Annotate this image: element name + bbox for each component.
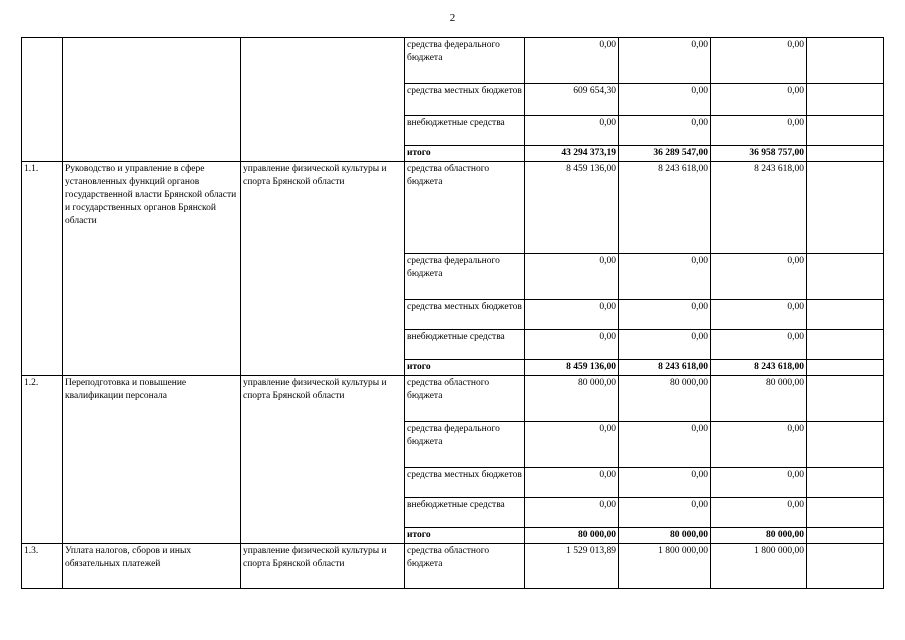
funding-source-label: итого xyxy=(405,360,525,376)
amount-cell: 0,00 xyxy=(619,498,711,528)
item-executor xyxy=(241,38,405,162)
amount-cell: 8 243 618,00 xyxy=(711,162,807,254)
amount-cell: 1 529 013,89 xyxy=(525,544,619,589)
funding-source-label: итого xyxy=(405,528,525,544)
amount-cell: 0,00 xyxy=(619,422,711,468)
amount-cell: 609 654,30 xyxy=(525,84,619,116)
amount-cell: 0,00 xyxy=(619,116,711,146)
amount-cell: 8 243 618,00 xyxy=(619,360,711,376)
empty-cell xyxy=(807,528,884,544)
funding-source-label: средства федерального бюджета xyxy=(405,422,525,468)
funding-source-label: внебюджетные средства xyxy=(405,330,525,360)
amount-cell: 0,00 xyxy=(525,422,619,468)
amount-cell: 36 289 547,00 xyxy=(619,146,711,162)
item-code xyxy=(22,38,63,162)
amount-cell: 0,00 xyxy=(711,300,807,330)
item-name: Переподготовка и повышение квалификации персонала xyxy=(63,376,241,544)
empty-cell xyxy=(807,360,884,376)
empty-cell xyxy=(807,84,884,116)
funding-source-label: средства областного бюджета xyxy=(405,544,525,589)
amount-cell: 0,00 xyxy=(619,84,711,116)
amount-cell: 0,00 xyxy=(619,468,711,498)
table-row xyxy=(22,544,884,589)
amount-cell: 0,00 xyxy=(619,38,711,84)
amount-cell: 0,00 xyxy=(711,422,807,468)
amount-cell: 0,00 xyxy=(525,38,619,84)
item-executor: управление физической культуры и спорта Брянской области xyxy=(241,544,405,589)
empty-cell xyxy=(807,300,884,330)
amount-cell: 0,00 xyxy=(711,330,807,360)
amount-cell: 8 459 136,00 xyxy=(525,162,619,254)
amount-cell: 0,00 xyxy=(525,498,619,528)
amount-cell: 0,00 xyxy=(711,254,807,300)
amount-cell: 80 000,00 xyxy=(525,528,619,544)
item-executor: управление физической культуры и спорта Брянской области xyxy=(241,376,405,544)
table-row xyxy=(22,376,884,422)
amount-cell: 80 000,00 xyxy=(711,376,807,422)
item-name: Уплата налогов, сборов и иных обязательных платежей xyxy=(63,544,241,589)
amount-cell: 43 294 373,19 xyxy=(525,146,619,162)
funding-source-label: средства федерального бюджета xyxy=(405,38,525,84)
amount-cell: 0,00 xyxy=(619,300,711,330)
amount-cell: 0,00 xyxy=(525,468,619,498)
item-code: 1.1. xyxy=(22,162,63,376)
empty-cell xyxy=(807,544,884,589)
amount-cell: 0,00 xyxy=(711,116,807,146)
funding-source-label: средства областного бюджета xyxy=(405,376,525,422)
empty-cell xyxy=(807,38,884,84)
funding-source-label: средства местных бюджетов xyxy=(405,300,525,330)
empty-cell xyxy=(807,254,884,300)
item-name: Руководство и управление в сфере установленных функций органов государственной власти Брянской области и государственных органов Брянской области xyxy=(63,162,241,376)
amount-cell: 1 800 000,00 xyxy=(711,544,807,589)
funding-source-label: внебюджетные средства xyxy=(405,498,525,528)
empty-cell xyxy=(807,146,884,162)
amount-cell: 80 000,00 xyxy=(525,376,619,422)
amount-cell: 80 000,00 xyxy=(619,376,711,422)
item-code: 1.2. xyxy=(22,376,63,544)
empty-cell xyxy=(807,330,884,360)
amount-cell: 8 243 618,00 xyxy=(711,360,807,376)
amount-cell: 0,00 xyxy=(525,116,619,146)
budget-table xyxy=(21,37,884,589)
amount-cell: 0,00 xyxy=(711,498,807,528)
empty-cell xyxy=(807,376,884,422)
amount-cell: 80 000,00 xyxy=(619,528,711,544)
amount-cell: 0,00 xyxy=(711,468,807,498)
page-number: 2 xyxy=(449,12,456,24)
amount-cell: 36 958 757,00 xyxy=(711,146,807,162)
amount-cell: 0,00 xyxy=(711,38,807,84)
item-name xyxy=(63,38,241,162)
item-executor: управление физической культуры и спорта Брянской области xyxy=(241,162,405,376)
amount-cell: 80 000,00 xyxy=(711,528,807,544)
amount-cell: 0,00 xyxy=(525,254,619,300)
table-row xyxy=(22,38,884,84)
empty-cell xyxy=(807,422,884,468)
amount-cell: 1 800 000,00 xyxy=(619,544,711,589)
funding-source-label: итого xyxy=(405,146,525,162)
funding-source-label: средства областного бюджета xyxy=(405,162,525,254)
item-code: 1.3. xyxy=(22,544,63,589)
empty-cell xyxy=(807,468,884,498)
funding-source-label: внебюджетные средства xyxy=(405,116,525,146)
amount-cell: 8 243 618,00 xyxy=(619,162,711,254)
amount-cell: 0,00 xyxy=(619,330,711,360)
amount-cell: 0,00 xyxy=(525,300,619,330)
amount-cell: 0,00 xyxy=(711,84,807,116)
empty-cell xyxy=(807,162,884,254)
amount-cell: 0,00 xyxy=(619,254,711,300)
amount-cell: 8 459 136,00 xyxy=(525,360,619,376)
empty-cell xyxy=(807,116,884,146)
empty-cell xyxy=(807,498,884,528)
table-row xyxy=(22,162,884,254)
funding-source-label: средства федерального бюджета xyxy=(405,254,525,300)
funding-source-label: средства местных бюджетов xyxy=(405,468,525,498)
funding-source-label: средства местных бюджетов xyxy=(405,84,525,116)
amount-cell: 0,00 xyxy=(525,330,619,360)
